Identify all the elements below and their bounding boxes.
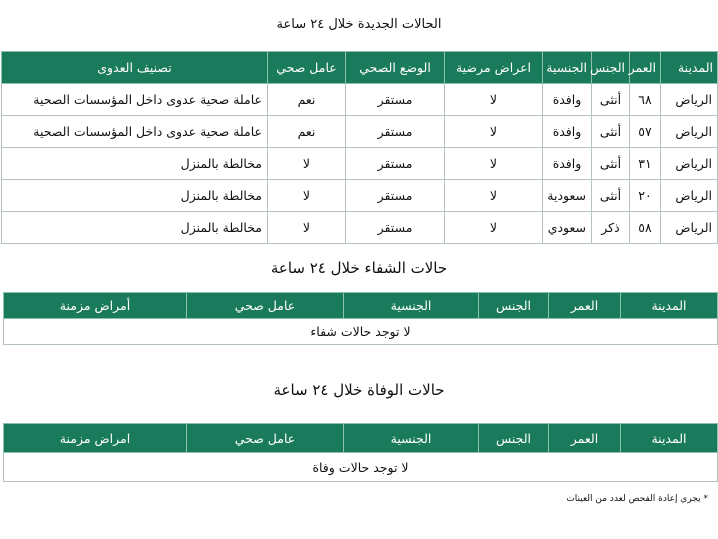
cell-health-worker: لا: [268, 180, 346, 212]
cell-gender: أنثى: [592, 180, 630, 212]
table-header-row: [2, 52, 718, 84]
cell-infection-class: عاملة صحية عدوى داخل المؤسسات الصحية: [2, 84, 268, 116]
cell-age: ٢٠: [630, 180, 661, 212]
cell-infection-class: عاملة صحية عدوى داخل المؤسسات الصحية: [2, 116, 268, 148]
column-header-health-worker: عامل صحي: [187, 293, 344, 319]
column-header-city: المدينة: [621, 424, 718, 453]
column-header-city: المدينة: [621, 293, 718, 319]
table-row: [2, 180, 718, 212]
column-header-nationality: الجنسية: [543, 52, 592, 84]
cell-health-status: مستقر: [346, 212, 445, 244]
cell-gender: ذكر: [592, 212, 630, 244]
table-row: [2, 212, 718, 244]
cell-symptoms: لا: [445, 212, 543, 244]
empty-message: لا توجد حالات وفاة: [4, 453, 718, 482]
cell-city: الرياض: [661, 180, 718, 212]
cell-health-status: مستقر: [346, 116, 445, 148]
cell-city: الرياض: [661, 84, 718, 116]
recoveries-table: [3, 292, 718, 345]
cell-nationality: وافدة: [543, 84, 592, 116]
column-header-nationality: الجنسية: [344, 424, 479, 453]
cell-symptoms: لا: [445, 148, 543, 180]
new-cases-title: الحالات الجديدة خلال ٢٤ ساعة: [276, 17, 442, 32]
cell-gender: أنثى: [592, 84, 630, 116]
column-header-gender: الجنس: [479, 293, 549, 319]
cell-city: الرياض: [661, 116, 718, 148]
cell-nationality: وافدة: [543, 148, 592, 180]
column-header-gender: الجنس: [592, 52, 630, 84]
column-header-infection-class: تصنيف العدوى: [2, 52, 268, 84]
footnote: * يجري إعادة الفحص لعدد من العينات: [566, 494, 708, 504]
column-header-age: العمر: [549, 424, 621, 453]
cell-gender: أنثى: [592, 148, 630, 180]
cell-gender: أنثى: [592, 116, 630, 148]
cell-symptoms: لا: [445, 84, 543, 116]
column-header-chronic-diseases: امراض مزمنة: [4, 424, 187, 453]
cell-health-worker: نعم: [268, 116, 346, 148]
cell-infection-class: مخالطة بالمنزل: [2, 212, 268, 244]
column-header-health-worker: عامل صحي: [187, 424, 344, 453]
cell-age: ٣١: [630, 148, 661, 180]
table-row: [4, 453, 718, 482]
cell-nationality: وافدة: [543, 116, 592, 148]
column-header-symptoms: اعراض مرضية: [445, 52, 543, 84]
cell-health-status: مستقر: [346, 84, 445, 116]
new-cases-table: [1, 51, 718, 244]
deaths-title: حالات الوفاة خلال ٢٤ ساعة: [273, 381, 445, 399]
table-row: [2, 116, 718, 148]
cell-health-worker: لا: [268, 212, 346, 244]
column-header-city: المدينة: [661, 52, 718, 84]
table-row: [2, 84, 718, 116]
column-header-gender: الجنس: [479, 424, 549, 453]
cell-infection-class: مخالطة بالمنزل: [2, 180, 268, 212]
recoveries-title: حالات الشفاء خلال ٢٤ ساعة: [270, 259, 448, 277]
cell-health-worker: لا: [268, 148, 346, 180]
column-header-chronic-diseases: أمراض مزمنة: [4, 293, 187, 319]
cell-infection-class: مخالطة بالمنزل: [2, 148, 268, 180]
column-header-health-status: الوضع الصحي: [346, 52, 445, 84]
cell-age: ٦٨: [630, 84, 661, 116]
cell-age: ٥٧: [630, 116, 661, 148]
cell-symptoms: لا: [445, 116, 543, 148]
cell-health-status: مستقر: [346, 148, 445, 180]
column-header-health-worker: عامل صحي: [268, 52, 346, 84]
column-header-nationality: الجنسية: [344, 293, 479, 319]
cell-symptoms: لا: [445, 180, 543, 212]
column-header-age: العمر: [549, 293, 621, 319]
column-header-age: العمر: [630, 52, 661, 84]
cell-city: الرياض: [661, 212, 718, 244]
table-header-row: [4, 293, 718, 319]
cell-nationality: سعودية: [543, 180, 592, 212]
cell-nationality: سعودي: [543, 212, 592, 244]
cell-age: ٥٨: [630, 212, 661, 244]
empty-message: لا توجد حالات شفاء: [4, 319, 718, 345]
cell-city: الرياض: [661, 148, 718, 180]
deaths-table: [3, 423, 718, 482]
table-row: [2, 148, 718, 180]
cell-health-status: مستقر: [346, 180, 445, 212]
table-row: [4, 319, 718, 345]
cell-health-worker: نعم: [268, 84, 346, 116]
table-header-row: [4, 424, 718, 453]
